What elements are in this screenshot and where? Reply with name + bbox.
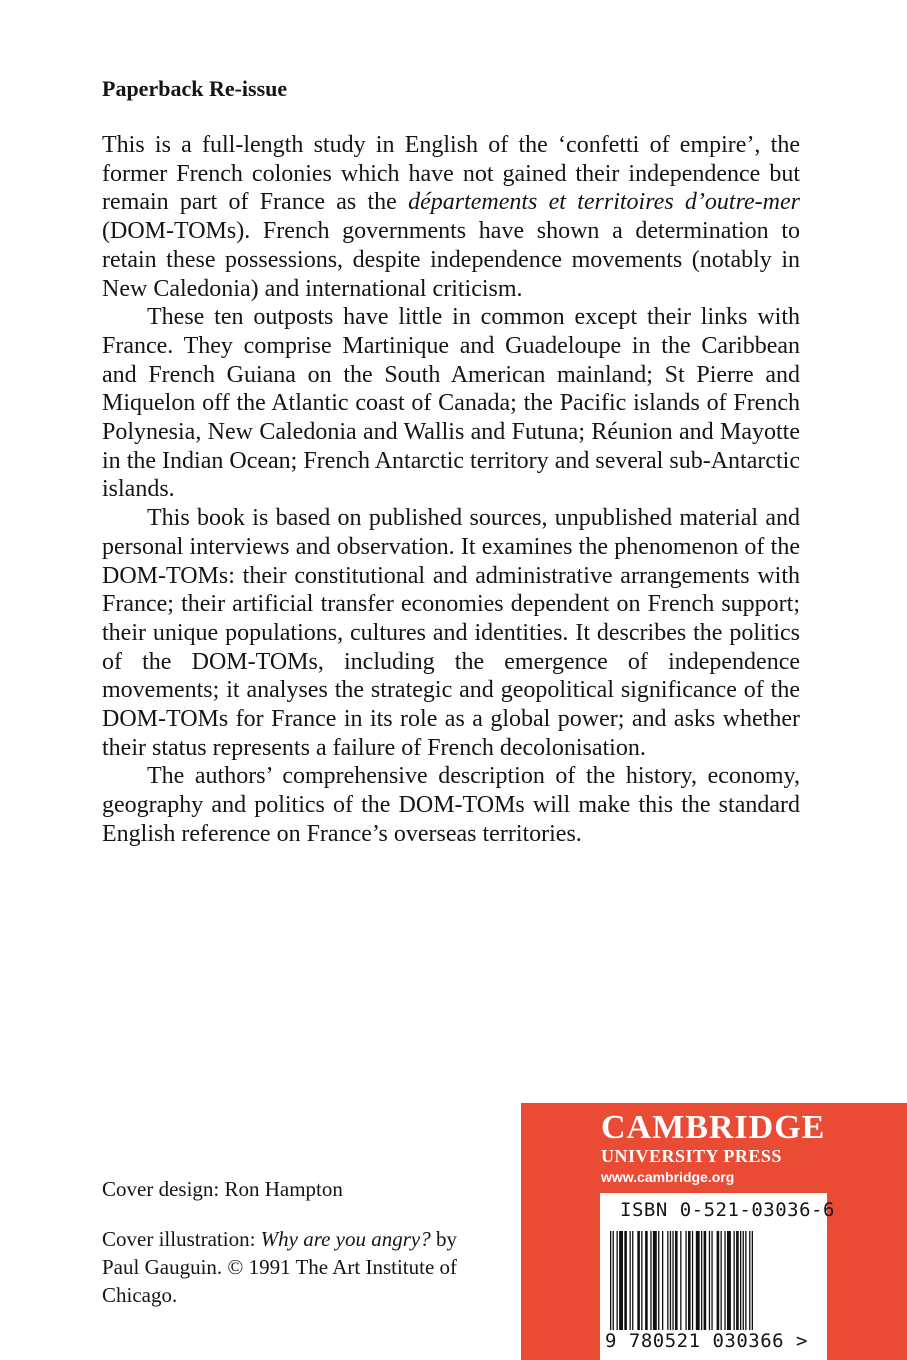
barcode-bar — [749, 1231, 750, 1333]
barcode-bar — [630, 1231, 631, 1333]
barcode-bar — [740, 1231, 741, 1333]
paragraph-intro — [102, 131, 800, 303]
barcode-bar — [721, 1231, 722, 1333]
credits — [102, 1175, 462, 1309]
barcode-bar — [745, 1231, 746, 1333]
barcode-bar — [613, 1231, 614, 1333]
intro-text-end: (DOM-TOMs). French governments have shown a determination to retain these possessions, despite independence movements (notably in New Caledonia) and international criticism. — [102, 218, 800, 302]
paragraph-conclusion: The authors’ comprehensive description of the history, economy, geography and politics of the DOM-TOMs will make this the standard English reference on France’s overseas territories. — [102, 763, 800, 847]
barcode-bar — [692, 1231, 693, 1333]
barcode-panel — [600, 1193, 835, 1360]
barcode-bar — [662, 1231, 663, 1333]
barcode-bar — [727, 1231, 731, 1333]
barcode-bar — [709, 1231, 710, 1333]
paragraph-outposts: These ten outposts have little in common except their links with France. They comprise Martinique and Guadeloupe in the Caribbean and French Guiana on the South American mainland; St Pierre and Miquelon off the Atlantic coast of Canada; the Pacific islands of French Polynesia, New Caledonia and Wallis and Futuna; Réunion and Mayotte in the Indian Ocean; French Antarctic territory and several sub-Antarctic islands. — [102, 304, 800, 503]
barcode-bar — [711, 1231, 712, 1333]
illustration-prefix: Cover illustration: — [102, 1227, 261, 1251]
barcode — [608, 1231, 820, 1333]
heading: Paperback Re-issue — [102, 76, 288, 101]
publisher-box — [521, 1103, 907, 1360]
barcode-bar — [704, 1231, 707, 1333]
barcode-bar — [624, 1231, 627, 1333]
barcode-bar — [724, 1231, 725, 1333]
barcode-bar — [650, 1231, 651, 1333]
cover-illustration-credit — [102, 1225, 462, 1309]
barcode-bar — [734, 1231, 735, 1333]
publisher-name: CAMBRIDGE — [601, 1109, 826, 1146]
intro-text: This is a full-length study in English of the ‘confetti of empire’, the former French colonies which have not gained their independence but remain part of France as the — [102, 132, 800, 216]
barcode-bar — [632, 1231, 633, 1333]
cover-design-credit: Cover design: Ron Hampton — [102, 1177, 343, 1201]
illustration-title: Why are you angry? — [260, 1227, 431, 1251]
isbn-label: ISBN 0-521-03036-6 — [620, 1199, 835, 1221]
barcode-bar — [653, 1231, 657, 1333]
blurb — [102, 131, 800, 849]
barcode-bar — [658, 1231, 659, 1333]
publisher-subtitle: UNIVERSITY PRESS — [601, 1146, 782, 1166]
intro-italic: départements et territoires d’outre-mer — [408, 189, 800, 216]
barcode-bar — [752, 1231, 753, 1333]
barcode-bar — [680, 1231, 681, 1333]
barcode-bar — [736, 1231, 739, 1333]
barcode-bar — [645, 1231, 648, 1333]
barcode-bar — [667, 1231, 668, 1333]
barcode-digits: 9 780521 030366 > — [605, 1330, 808, 1352]
barcode-bar — [670, 1231, 671, 1333]
barcode-bar — [641, 1231, 642, 1333]
barcode-bar — [685, 1231, 686, 1333]
barcode-bar — [610, 1231, 611, 1333]
barcode-bar — [617, 1231, 618, 1333]
barcode-bar — [675, 1231, 678, 1333]
barcode-bar — [637, 1231, 640, 1333]
barcode-bar — [743, 1231, 744, 1333]
barcode-bar — [619, 1231, 623, 1333]
barcode-bar — [696, 1231, 700, 1333]
barcode-bar — [717, 1231, 720, 1333]
publisher-url: www.cambridge.org — [601, 1169, 735, 1185]
barcode-bar — [701, 1231, 702, 1333]
barcode-bar — [688, 1231, 691, 1333]
barcode-bar — [672, 1231, 673, 1333]
illustration-suffix: by Paul Gauguin. © 1991 The Art Institute of Chicago. — [102, 1227, 458, 1307]
paragraph-sources: This book is based on published sources, unpublished material and personal interviews and observation. It examines the phenomenon of the DOM-TOMs: their constitutional and administrative arrangements with France; their artificial transfer economies dependent on French support; their unique populations, cultures and identities. It describes the politics of the DOM-TOMs, including the emergence of independence movements; it analyses the strategic and geopolitical significance of the DOM-TOMs for France in its role as a global power; and asks whether their status represents a failure of French decolonisation. — [102, 505, 800, 761]
